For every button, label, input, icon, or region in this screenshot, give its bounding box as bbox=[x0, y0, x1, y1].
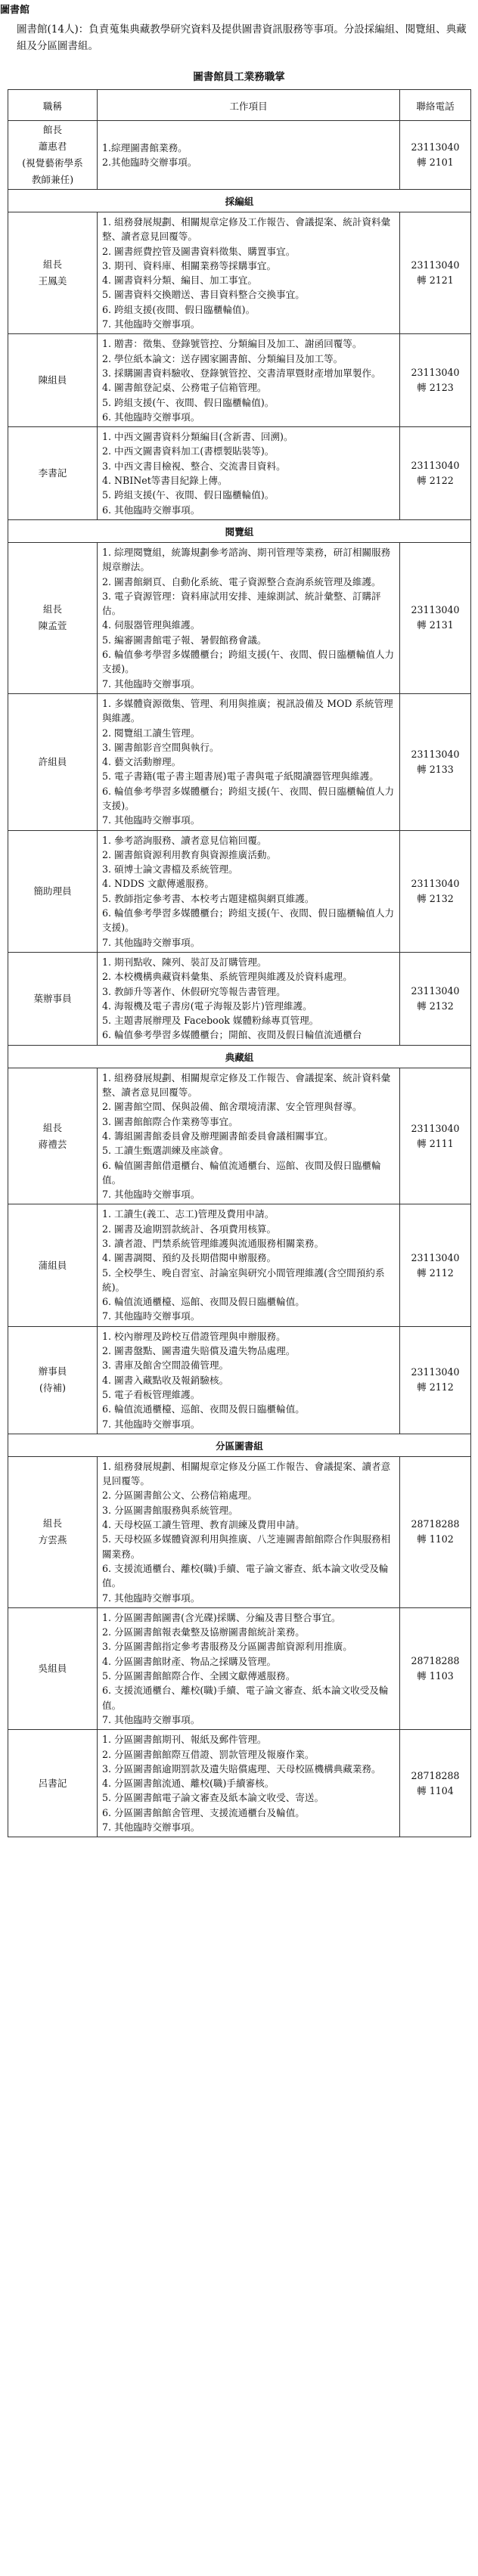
task-item: 5. 主題書展辦理及 Facebook 媒體粉絲專頁管理。 bbox=[102, 1015, 319, 1027]
role-line: 呂書記 bbox=[38, 1777, 67, 1789]
phone-line: 23113040 bbox=[411, 748, 460, 760]
phone-cell bbox=[400, 1607, 471, 1729]
table-row bbox=[8, 1607, 471, 1729]
role-line: (待補) bbox=[39, 1382, 66, 1394]
task-item: 7. 其他臨時交辦事項。 bbox=[102, 318, 200, 330]
tasks-cell bbox=[98, 1068, 400, 1204]
task-item: 6. 輪值參考學習多媒體櫃台；跨組支援(午、夜間、假日臨櫃輪值人力支援)。 bbox=[102, 649, 395, 675]
table-row bbox=[8, 1456, 471, 1607]
task-item: 2. 圖書館資源利用教育與資源推廣活動。 bbox=[102, 848, 277, 860]
phone-cell bbox=[400, 1326, 471, 1434]
task-item: 2. 分區圖書館公文、公務信箱處理。 bbox=[102, 1489, 257, 1502]
table-row bbox=[8, 212, 471, 334]
role-line: 簡助理員 bbox=[33, 885, 72, 897]
task-item: 2. 圖書館網頁、自動化系統、電子資源整合查詢系統管理及維護。 bbox=[102, 575, 381, 587]
phone-line: 轉 1102 bbox=[417, 1533, 454, 1545]
task-item: 4. 藝文活動辦理。 bbox=[102, 756, 182, 768]
task-item: 6. 輪值流通櫃檯、巡館、夜間及假日臨櫃輪值。 bbox=[102, 1403, 305, 1415]
task-item: 5. 分區圖書館電子論文審查及紙本論文收受、寄送。 bbox=[102, 1792, 324, 1804]
phone-cell bbox=[400, 427, 471, 520]
phone-line: 轉 2132 bbox=[417, 1000, 454, 1012]
header-tasks: 工作項目 bbox=[98, 90, 400, 121]
table-row bbox=[8, 830, 471, 952]
phone-line: 28718288 bbox=[411, 1655, 460, 1667]
task-item: 3. 電子資源管理：資料庫試用安排、連線測試、統計彙整、訂購評估。 bbox=[102, 590, 381, 617]
task-item: 4. NBINet等書目紀錄上傳。 bbox=[102, 475, 228, 487]
role-cell bbox=[8, 334, 98, 427]
phone-line: 轉 2112 bbox=[417, 1266, 454, 1279]
header-role: 職稱 bbox=[8, 90, 98, 121]
task-item: 7. 其他臨時交辦事項。 bbox=[102, 1310, 200, 1322]
section-label: 採編組 bbox=[8, 190, 471, 212]
task-item: 1. 參考諮詢服務、讀者意見信箱回覆。 bbox=[102, 834, 267, 846]
task-item: 2.其他臨時交辦事項。 bbox=[102, 157, 197, 168]
task-item: 5. 電子看板管理維護。 bbox=[102, 1388, 200, 1400]
page-title: 圖書館 bbox=[0, 5, 30, 16]
table-body bbox=[8, 121, 471, 1837]
task-item: 2. 分區圖書館館際互借證、罰款管理及報廢作業。 bbox=[102, 1748, 315, 1760]
task-item: 6. 其他臨時交辦事項。 bbox=[102, 411, 200, 423]
phone-line: 轉 2122 bbox=[417, 475, 454, 487]
phone-line: 23113040 bbox=[411, 984, 460, 997]
phone-line: 轉 2111 bbox=[417, 1137, 454, 1149]
phone-line: 轉 2123 bbox=[417, 382, 454, 394]
task-item: 7. 其他臨時交辦事項。 bbox=[102, 936, 200, 948]
duties-table bbox=[8, 89, 471, 1837]
task-list bbox=[102, 1459, 395, 1605]
task-item: 4. 圖書調閱、預約及長期借閱申辦服務。 bbox=[102, 1252, 277, 1264]
task-item: 1. 中西文圖書資料分類編目(含新書、回溯)。 bbox=[102, 431, 293, 443]
task-list bbox=[102, 833, 395, 950]
task-item: 2. 圖書及逾期罰款統計、各項費用核算。 bbox=[102, 1223, 277, 1235]
intro-paragraph: 圖書館(14人)：負責蒐集典藏教學研究資料及提供圖書資訊服務等事項。分設採編組、閱覽組、典藏組及分區圖書組。 bbox=[17, 23, 467, 52]
table-row bbox=[8, 952, 471, 1045]
role-line: 組長 bbox=[42, 1121, 63, 1133]
task-item: 5. 圖書資料交換贈送、書目資料整合交換事宜。 bbox=[102, 289, 305, 301]
task-item: 1. 組務發展規劃、相關規章定修及分區工作報告、會議提案、讀者意見回覆等。 bbox=[102, 1460, 391, 1487]
role-line: (視覺藝術學系 bbox=[22, 157, 83, 169]
role-line: 蔣禮芸 bbox=[38, 1138, 67, 1150]
task-item: 6. 輪值圖書館借還櫃台、輪值流通櫃台、巡館、夜間及假日臨櫃輪值。 bbox=[102, 1159, 381, 1186]
task-list bbox=[102, 429, 395, 517]
phone-cell bbox=[400, 334, 471, 427]
task-item: 5. 跨組支援(午、夜間、假日臨櫃輪值)。 bbox=[102, 396, 275, 408]
phone-line: 轉 1103 bbox=[417, 1670, 454, 1682]
task-item: 6. 輪值參考學習多媒體櫃台；跨組支援(午、夜間、假日臨櫃輪值人力支援)。 bbox=[102, 785, 395, 811]
tasks-cell bbox=[98, 121, 400, 190]
task-item: 7. 其他臨時交辦事項。 bbox=[102, 1189, 200, 1201]
task-item: 3. 分區圖書館服務與系統管理。 bbox=[102, 1504, 238, 1516]
tasks-cell bbox=[98, 1730, 400, 1837]
phone-line: 23113040 bbox=[411, 1251, 460, 1263]
task-item: 7. 其他臨時交辦事項。 bbox=[102, 1418, 200, 1430]
task-list bbox=[102, 545, 395, 691]
tasks-cell bbox=[98, 542, 400, 693]
task-item: 2. 圖書盤點、圖書遺失賠償及遺失物品處理。 bbox=[102, 1345, 296, 1357]
task-list bbox=[102, 1329, 395, 1431]
task-item: 3. 讀者證、門禁系統管理維護與流通服務相關業務。 bbox=[102, 1238, 324, 1249]
task-item: 2. 圖書經費控管及圖書資料徵集、購置事宜。 bbox=[102, 245, 296, 257]
role-line: 館長 bbox=[42, 124, 63, 135]
task-item: 6. 輪值參考學習多媒體櫃台；跨組支援(午、夜間、假日臨櫃輪值人力支援)。 bbox=[102, 907, 395, 934]
phone-cell bbox=[400, 1730, 471, 1837]
role-cell bbox=[8, 952, 98, 1045]
role-line: 王鳳美 bbox=[38, 275, 67, 287]
task-item: 1. 工讀生(義工、志工)管理及費用申請。 bbox=[102, 1208, 275, 1220]
role-line: 許組員 bbox=[38, 755, 67, 767]
role-line: 組長 bbox=[42, 1517, 63, 1530]
phone-line: 23113040 bbox=[411, 259, 460, 271]
task-item: 3. 書庫及館舍空間設備管理。 bbox=[102, 1359, 229, 1372]
table-row bbox=[8, 542, 471, 693]
phone-line: 轉 2112 bbox=[417, 1381, 454, 1393]
table-row bbox=[8, 1204, 471, 1326]
task-item: 4. 分區圖書館財產、物品之採購及管理。 bbox=[102, 1655, 277, 1667]
task-item: 3. 圖書館館際合作業務等事宜。 bbox=[102, 1115, 238, 1127]
role-cell bbox=[8, 1456, 98, 1607]
tasks-cell bbox=[98, 212, 400, 334]
task-item: 2. 本校機構典藏資料彙集、系統管理與維護及於資料處理。 bbox=[102, 971, 352, 983]
task-list bbox=[102, 1207, 395, 1323]
task-item: 1. 多媒體資源徵集、管理、利用與推廣；視訊設備及 MOD 系統管理與維護。 bbox=[102, 697, 393, 724]
role-line: 蕭惠君 bbox=[38, 141, 67, 152]
task-list bbox=[102, 1732, 395, 1834]
table-caption: 圖書館員工業務職掌 bbox=[193, 71, 285, 83]
task-item: 3. 分區圖書館逾期罰款及遺失賠償處理、天母校區機構典藏業務。 bbox=[102, 1762, 381, 1775]
section-label: 閱覽組 bbox=[8, 519, 471, 542]
role-line: 陳孟萱 bbox=[38, 620, 67, 632]
phone-line: 23113040 bbox=[411, 367, 460, 379]
table-row bbox=[8, 1730, 471, 1837]
role-line: 方雲燕 bbox=[38, 1534, 67, 1546]
task-item: 2. 學位紙本論文：送存國家圖書館、分類編目及加工等。 bbox=[102, 352, 343, 364]
table-row bbox=[8, 334, 471, 427]
phone-cell bbox=[400, 542, 471, 693]
role-cell bbox=[8, 1326, 98, 1434]
task-item: 6. 其他臨時交辦事項。 bbox=[102, 504, 200, 516]
task-list bbox=[102, 955, 395, 1043]
table-row bbox=[8, 693, 471, 830]
phone-cell bbox=[400, 1204, 471, 1326]
task-item: 5. 分區圖書館館際合作、全國文獻傳遞服務。 bbox=[102, 1670, 296, 1682]
task-item: 7. 其他臨時交辦事項。 bbox=[102, 814, 200, 826]
task-item: 5. 工讀生甄選訓練及座談會。 bbox=[102, 1145, 229, 1157]
task-list bbox=[102, 215, 395, 331]
phone-line: 轉 1104 bbox=[417, 1784, 454, 1796]
phone-line: 28718288 bbox=[411, 1518, 460, 1530]
phone-line: 23113040 bbox=[411, 877, 460, 889]
header-phone: 聯絡電話 bbox=[400, 90, 471, 121]
tasks-cell bbox=[98, 427, 400, 520]
task-item: 2. 閱覽組工讀生管理。 bbox=[102, 727, 200, 739]
phone-cell bbox=[400, 121, 471, 190]
phone-cell bbox=[400, 1456, 471, 1607]
task-item: 1. 分區圖書館期刊、報紙及郵件管理。 bbox=[102, 1734, 267, 1746]
phone-line: 28718288 bbox=[411, 1769, 460, 1781]
task-list bbox=[102, 696, 395, 828]
task-item: 4. 分區圖書館流通、離校(職)手續審核。 bbox=[102, 1778, 275, 1790]
task-item: 1. 分區圖書館圖書(含光碟)採購、分編及書目整合事宜。 bbox=[102, 1611, 341, 1623]
tasks-cell bbox=[98, 334, 400, 427]
task-item: 6. 支援流通櫃台、離校(職)手續、電子論文審查、紙本論文收受及輪值。 bbox=[102, 1562, 389, 1589]
task-item: 5. 天母校區多媒體資源利用與推廣、八芝連圖書館館際合作與服務相關業務。 bbox=[102, 1533, 391, 1560]
phone-cell bbox=[400, 830, 471, 952]
task-item: 1. 綜理閱覽組，統籌規劃參考諮詢、期刊管理等業務，研訂相關服務規章辦法。 bbox=[102, 546, 391, 573]
section-header-row bbox=[8, 1045, 471, 1068]
task-item: 3. 教師升等著作、休假研究等報告書管理。 bbox=[102, 985, 286, 997]
role-cell bbox=[8, 427, 98, 520]
role-line: 教師兼任) bbox=[31, 174, 74, 185]
task-item: 3. 期刊、資料庫、相關業務等採購事宜。 bbox=[102, 259, 277, 271]
task-item: 5. 跨組支援(午、夜間、假日臨櫃輪值)。 bbox=[102, 489, 275, 501]
phone-line: 23113040 bbox=[411, 1366, 460, 1378]
table-row bbox=[8, 121, 471, 190]
role-line: 吳組員 bbox=[38, 1663, 67, 1675]
role-cell bbox=[8, 212, 98, 334]
table-header-row bbox=[8, 90, 471, 121]
role-cell bbox=[8, 542, 98, 693]
tasks-cell bbox=[98, 1204, 400, 1326]
task-item: 6. 跨組支援(夜間、假日臨櫃輪值)。 bbox=[102, 303, 256, 315]
phone-line: 23113040 bbox=[411, 604, 460, 616]
task-item: 1.綜理圖書館業務。 bbox=[102, 141, 188, 153]
tasks-cell bbox=[98, 1607, 400, 1729]
task-item: 7. 其他臨時交辦事項。 bbox=[102, 1713, 200, 1725]
role-line: 組長 bbox=[42, 603, 63, 615]
role-cell bbox=[8, 1068, 98, 1204]
table-row bbox=[8, 427, 471, 520]
task-item: 2. 中西文圖書資料加工(書標製貼裝等)。 bbox=[102, 445, 275, 457]
section-label: 分區圖書組 bbox=[8, 1434, 471, 1456]
section-header-row bbox=[8, 190, 471, 212]
phone-line: 23113040 bbox=[411, 1122, 460, 1134]
task-list bbox=[102, 1071, 395, 1202]
task-item: 5. 全校學生、晚自習室、討論室與研究小間管理維護(含空間預約系統)。 bbox=[102, 1266, 385, 1293]
phone-line: 轉 2101 bbox=[417, 157, 454, 168]
task-item: 6. 輪值流通櫃檯、巡館、夜間及假日臨櫃輪值。 bbox=[102, 1296, 305, 1308]
role-line: 葉辦事員 bbox=[33, 992, 72, 1004]
task-item: 5. 編審圖書館電子報、暑假館務會議。 bbox=[102, 634, 267, 646]
task-list bbox=[102, 336, 395, 424]
task-item: 7. 其他臨時交辦事項。 bbox=[102, 677, 200, 690]
phone-line: 轉 2132 bbox=[417, 892, 454, 904]
section-header-row bbox=[8, 519, 471, 542]
phone-cell bbox=[400, 212, 471, 334]
task-item: 4. 圖書入藏點收及報銷驗核。 bbox=[102, 1374, 229, 1386]
table-row bbox=[8, 1068, 471, 1204]
section-label: 典藏組 bbox=[8, 1045, 471, 1068]
task-item: 4. 海報機及電子書房(電子海報及影片)管理維護。 bbox=[102, 1000, 312, 1012]
role-line: 蒲組員 bbox=[38, 1259, 67, 1271]
phone-line: 23113040 bbox=[411, 141, 460, 153]
task-item: 7. 其他臨時交辦事項。 bbox=[102, 1821, 200, 1833]
phone-line: 轉 2121 bbox=[417, 274, 454, 287]
task-item: 3. 圖書館影音空間與執行。 bbox=[102, 741, 219, 753]
role-cell bbox=[8, 121, 98, 190]
task-item: 5. 教師指定參考書、本校考古題建檔與網頁維護。 bbox=[102, 892, 315, 904]
task-item: 5. 電子書籍(電子書主題書展)電子書與電子紙閱讀器管理與維護。 bbox=[102, 770, 379, 783]
phone-line: 轉 2133 bbox=[417, 763, 454, 775]
tasks-cell bbox=[98, 1326, 400, 1434]
role-line: 陳組員 bbox=[38, 374, 67, 386]
phone-line: 23113040 bbox=[411, 460, 460, 472]
role-cell bbox=[8, 830, 98, 952]
task-item: 4. 圖書館登記桌、公務電子信箱管理。 bbox=[102, 382, 267, 394]
task-list bbox=[102, 141, 395, 170]
role-cell bbox=[8, 1204, 98, 1326]
task-item: 3. 分區圖書館指定參考書服務及分區圖書館資源利用推廣。 bbox=[102, 1641, 352, 1653]
task-item: 1. 組務發展規劃、相關規章定修及工作報告、會議提案、統計資料彙整、讀者意見回覆等。 bbox=[102, 1071, 391, 1099]
role-line: 辦事員 bbox=[38, 1365, 67, 1378]
task-item: 1. 校內辦理及跨校互借證管理與申辦服務。 bbox=[102, 1330, 286, 1342]
tasks-cell bbox=[98, 1456, 400, 1607]
phone-cell bbox=[400, 1068, 471, 1204]
task-item: 6. 分區圖書館館舍管理、支援流通櫃台及輪值。 bbox=[102, 1806, 305, 1818]
role-cell bbox=[8, 1730, 98, 1837]
section-header-row bbox=[8, 1434, 471, 1456]
task-item: 1. 組務發展規劃、相關規章定修及工作報告、會議提案、統計資料彙整、讀者意見回覆等。 bbox=[102, 216, 391, 243]
task-item: 4. 籌組圖書館委員會及辦理圖書館委員會議相關事宜。 bbox=[102, 1130, 334, 1142]
phone-line: 轉 2131 bbox=[417, 619, 454, 631]
role-line: 組長 bbox=[42, 259, 63, 271]
role-line: 李書記 bbox=[38, 467, 67, 479]
role-cell bbox=[8, 693, 98, 830]
tasks-cell bbox=[98, 952, 400, 1045]
task-item: 4. 伺服器管理與維護。 bbox=[102, 619, 200, 631]
task-item: 3. 碩博士論文書檔及系統管理。 bbox=[102, 863, 238, 876]
tasks-cell bbox=[98, 693, 400, 830]
task-item: 1. 期刊點收、陳列、裝訂及訂購管理。 bbox=[102, 956, 267, 968]
task-item: 2. 分區圖書館報表彙整及協辦圖書館統計業務。 bbox=[102, 1626, 305, 1638]
tasks-cell bbox=[98, 830, 400, 952]
task-item: 4. NDDS 文獻傳遞服務。 bbox=[102, 878, 215, 890]
task-item: 3. 採購圖書資料驗收、登錄號管控、交書清單暨財產增加單製作。 bbox=[102, 367, 381, 379]
task-item: 6. 支援流通櫃台、離校(職)手續、電子論文審查、紙本論文收受及輪值。 bbox=[102, 1685, 389, 1711]
task-item: 6. 輪值參考學習多媒體櫃台；開館、夜間及假日輪值流通櫃台 bbox=[102, 1029, 362, 1041]
role-cell bbox=[8, 1607, 98, 1729]
phone-cell bbox=[400, 693, 471, 830]
task-item: 7. 其他臨時交辦事項。 bbox=[102, 1592, 200, 1604]
task-item: 1. 贈書：徵集、登錄號管控、分類編目及加工、謝函回覆等。 bbox=[102, 338, 362, 350]
task-list bbox=[102, 1610, 395, 1727]
table-row bbox=[8, 1326, 471, 1434]
task-item: 4. 圖書資料分類、編目、加工事宜。 bbox=[102, 274, 257, 287]
task-item: 4. 天母校區工讀生管理、教育訓練及費用申請。 bbox=[102, 1519, 305, 1531]
phone-cell bbox=[400, 952, 471, 1045]
task-item: 2. 圖書館空間、保與設備、館舍環境清潔、安全管理與督導。 bbox=[102, 1101, 362, 1113]
task-item: 3. 中西文書目檢視、整合、交流書目資料。 bbox=[102, 460, 286, 472]
